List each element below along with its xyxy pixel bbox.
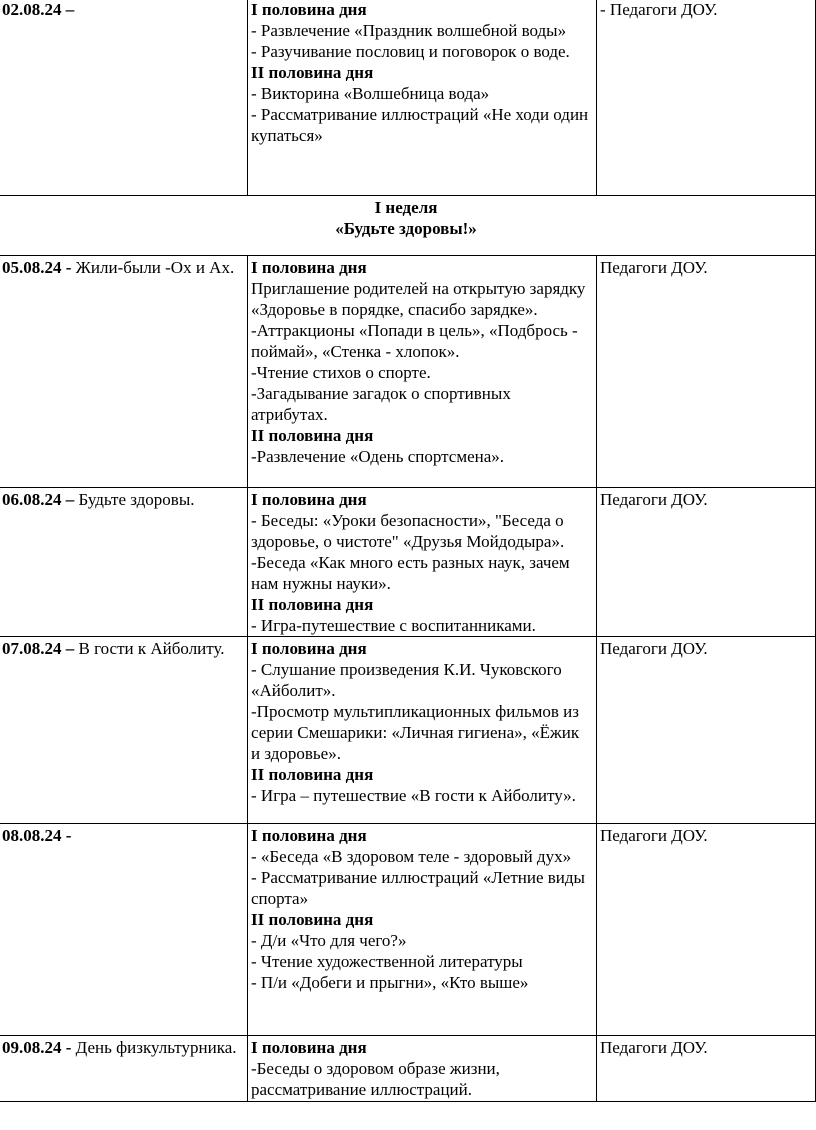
- responsible-label: Педагоги ДОУ.: [600, 826, 708, 845]
- schedule-row: [0, 1036, 816, 1102]
- day-half-heading: II половина дня: [251, 910, 374, 929]
- week-title: I неделя: [374, 198, 438, 217]
- day-half-heading: I половина дня: [251, 826, 367, 845]
- activity-item: - Рассматривание иллюстраций «Летние виды спорта»: [251, 868, 585, 908]
- activity-item: - Чтение художественной литературы: [251, 952, 523, 971]
- week-header: [0, 196, 816, 256]
- date-cell: [0, 1036, 248, 1102]
- date-cell: [0, 824, 248, 1036]
- day-half-heading: II половина дня: [251, 595, 374, 614]
- activities-cell: [248, 824, 597, 1036]
- schedule-row: [0, 637, 816, 824]
- activity-item: -Чтение стихов о спорте.: [251, 363, 431, 382]
- date-label: 07.08.24 –: [2, 639, 75, 658]
- responsible-cell: [597, 256, 816, 488]
- activity-item: - П/и «Добеги и прыгни», «Кто выше»: [251, 973, 529, 992]
- day-half-heading: I половина дня: [251, 258, 367, 277]
- activity-item: - Д/и «Что для чего?»: [251, 931, 407, 950]
- week-theme: «Будьте здоровы!»: [335, 219, 477, 238]
- activities-cell: [248, 637, 597, 824]
- activity-item: -Аттракционы «Попади в цель», «Подбрось - поймай», «Стенка - хлопок».: [251, 321, 578, 361]
- activity-item: -Развлечение «Одень спортсмена».: [251, 447, 505, 466]
- responsible-label: Педагоги ДОУ.: [600, 639, 708, 658]
- responsible-label: Педагоги ДОУ.: [600, 490, 708, 509]
- schedule-row: [0, 824, 816, 1036]
- day-half-heading: I половина дня: [251, 639, 367, 658]
- activity-item: - Развлечение «Праздник волшебной воды»: [251, 21, 567, 40]
- date-cell: [0, 637, 248, 824]
- activity-item: - Разучивание пословиц и поговорок о воде.: [251, 42, 570, 61]
- date-label: 02.08.24 –: [2, 0, 75, 19]
- day-half-heading: II половина дня: [251, 63, 374, 82]
- activity-item: Приглашение родителей на открытую зарядку «Здоровье в порядке, спасибо зарядке».: [251, 279, 586, 319]
- responsible-cell: [597, 0, 816, 196]
- day-topic: Будьте здоровы.: [78, 490, 195, 509]
- activity-item: - Игра – путешествие «В гости к Айболиту».: [251, 786, 576, 805]
- activities-cell: [248, 1036, 597, 1102]
- activity-item: - Слушание произведения К.И. Чуковского «Айболит».: [251, 660, 562, 700]
- activity-item: -Загадывание загадок о спортивных атрибутах.: [251, 384, 511, 424]
- responsible-label: - Педагоги ДОУ.: [600, 0, 718, 19]
- activity-item: -Беседы о здоровом образе жизни, рассматривание иллюстраций.: [251, 1059, 500, 1099]
- schedule-row: [0, 256, 816, 488]
- activities-cell: [248, 488, 597, 637]
- date-label: 05.08.24 -: [2, 258, 72, 277]
- responsible-label: Педагоги ДОУ.: [600, 1038, 708, 1057]
- activity-item: - Рассматривание иллюстраций «Не ходи один купаться»: [251, 105, 589, 145]
- day-half-heading: II половина дня: [251, 426, 374, 445]
- activities-cell: [248, 0, 597, 196]
- day-half-heading: I половина дня: [251, 490, 367, 509]
- week-header-row: [0, 196, 816, 256]
- schedule-row: [0, 0, 816, 196]
- date-cell: [0, 256, 248, 488]
- date-cell: [0, 488, 248, 637]
- schedule-row: [0, 488, 816, 637]
- responsible-cell: [597, 824, 816, 1036]
- day-half-heading: II половина дня: [251, 765, 374, 784]
- responsible-label: Педагоги ДОУ.: [600, 258, 708, 277]
- activity-item: -Беседа «Как много есть разных наук, зачем нам нужны науки».: [251, 553, 570, 593]
- day-half-heading: I половина дня: [251, 1038, 367, 1057]
- date-label: 09.08.24 -: [2, 1038, 72, 1057]
- day-topic: Жили-были -Ох и Ах.: [75, 258, 235, 277]
- date-label: 08.08.24 -: [2, 826, 72, 845]
- activity-item: - Викторина «Волшебница вода»: [251, 84, 490, 103]
- responsible-cell: [597, 1036, 816, 1102]
- activity-item: - Беседы: «Уроки безопасности», "Беседа о здоровье, о чистоте" «Друзья Мойдодыра».: [251, 511, 565, 551]
- activity-item: - «Беседа «В здоровом теле - здоровый дух»: [251, 847, 572, 866]
- day-topic: В гости к Айболиту.: [78, 639, 225, 658]
- activity-item: - Игра-путешествие с воспитанниками.: [251, 616, 536, 635]
- day-topic: День физкультурника.: [75, 1038, 237, 1057]
- responsible-cell: [597, 637, 816, 824]
- activity-item: -Просмотр мультипликационных фильмов из серии Смешарики: «Личная гигиена», «Ёжик и здоровье».: [251, 702, 580, 763]
- date-label: 06.08.24 –: [2, 490, 75, 509]
- date-cell: [0, 0, 248, 196]
- activities-cell: [248, 256, 597, 488]
- day-half-heading: I половина дня: [251, 0, 367, 19]
- responsible-cell: [597, 488, 816, 637]
